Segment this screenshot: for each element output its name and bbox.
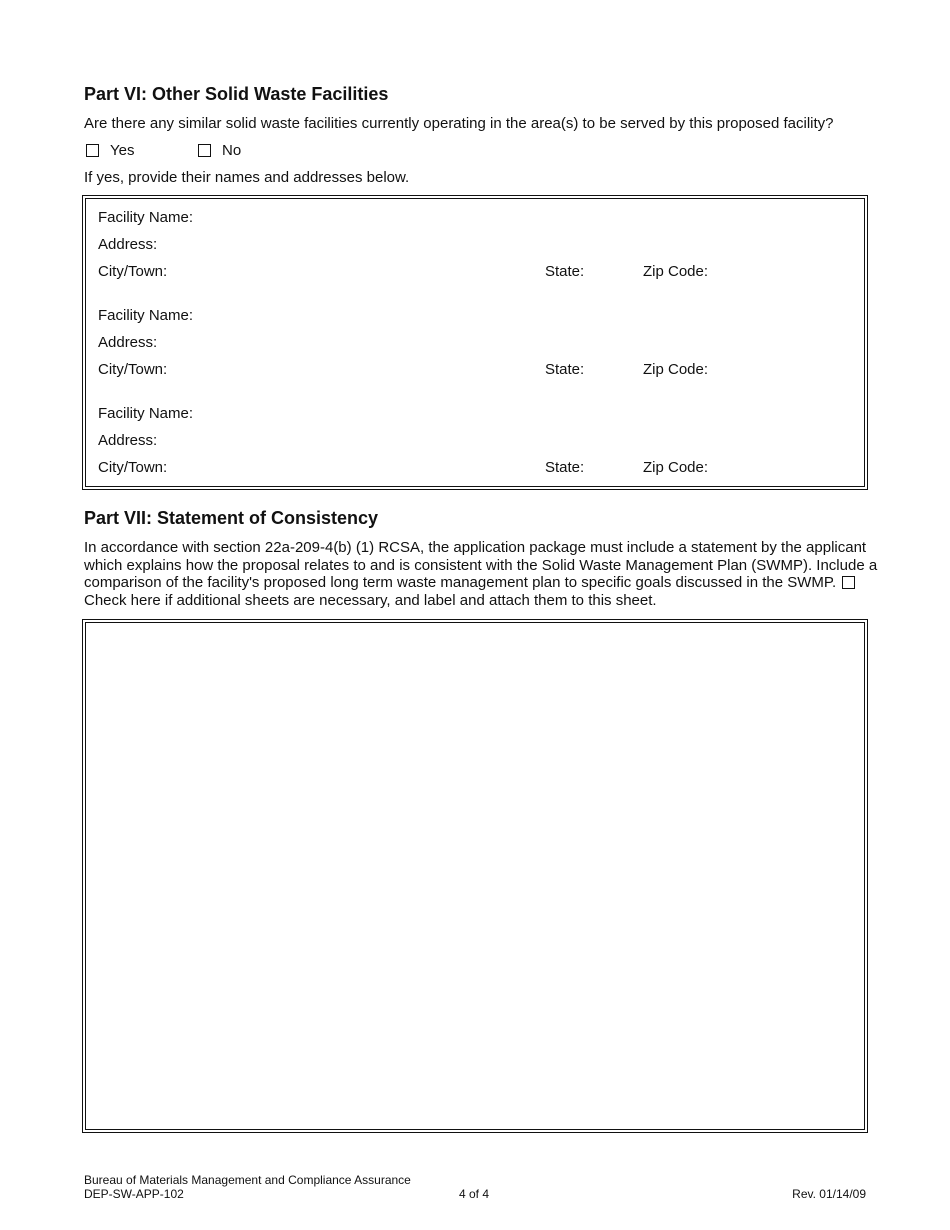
facility-3-address-field[interactable]: Address: bbox=[98, 432, 158, 449]
facility-3-name-field[interactable]: Facility Name: bbox=[98, 405, 194, 422]
additional-sheets-checkbox[interactable] bbox=[842, 576, 855, 589]
footer-form-id: DEP-SW-APP-102 bbox=[84, 1187, 184, 1201]
facility-1-city-field[interactable]: City/Town: bbox=[98, 263, 168, 280]
facilities-box bbox=[82, 195, 868, 490]
facility-1-name-field[interactable]: Facility Name: bbox=[98, 209, 194, 226]
footer-bureau: Bureau of Materials Management and Compliance Assurance bbox=[84, 1173, 411, 1187]
footer-revision: Rev. 01/14/09 bbox=[792, 1187, 866, 1201]
part6-instruction: If yes, provide their names and addresses below. bbox=[84, 169, 410, 186]
facility-3-state-field[interactable]: State: bbox=[545, 459, 585, 476]
facility-1-state-field[interactable]: State: bbox=[545, 263, 585, 280]
part7-paragraph-text: In accordance with section 22a-209-4(b) (1) RCSA, the application package must include a statement by the applicant which explains how the proposal relates to and is consistent with the Solid Waste Management Plan (SWMP). Include a comparison of the facility's proposed long term waste management plan to specific goals discussed in the SWMP. bbox=[84, 539, 878, 592]
statement-textarea[interactable] bbox=[82, 619, 868, 1133]
facility-2-zip-field[interactable]: Zip Code: bbox=[643, 361, 709, 378]
yes-label: Yes bbox=[110, 142, 135, 159]
no-checkbox[interactable] bbox=[198, 144, 211, 157]
facility-3-zip-field[interactable]: Zip Code: bbox=[643, 459, 709, 476]
facility-2-city-field[interactable]: City/Town: bbox=[98, 361, 168, 378]
part7-paragraph bbox=[84, 539, 884, 609]
footer-page-number: 4 of 4 bbox=[459, 1187, 490, 1201]
yes-checkbox[interactable] bbox=[86, 144, 99, 157]
facility-1-address-field[interactable]: Address: bbox=[98, 236, 158, 253]
part6-heading: Part VI: Other Solid Waste Facilities bbox=[84, 84, 389, 104]
facility-2-address-field[interactable]: Address: bbox=[98, 334, 158, 351]
facility-1-zip-field[interactable]: Zip Code: bbox=[643, 263, 709, 280]
no-label: No bbox=[222, 142, 242, 159]
additional-sheets-label: Check here if additional sheets are necessary, and label and attach them to this sheet. bbox=[84, 591, 657, 609]
facility-2-name-field[interactable]: Facility Name: bbox=[98, 307, 194, 324]
facility-3-city-field[interactable]: City/Town: bbox=[98, 459, 168, 476]
part6-question: Are there any similar solid waste facilities currently operating in the area(s) to be served by this proposed facility? bbox=[84, 115, 834, 132]
facility-2-state-field[interactable]: State: bbox=[545, 361, 585, 378]
part7-heading: Part VII: Statement of Consistency bbox=[84, 508, 379, 528]
